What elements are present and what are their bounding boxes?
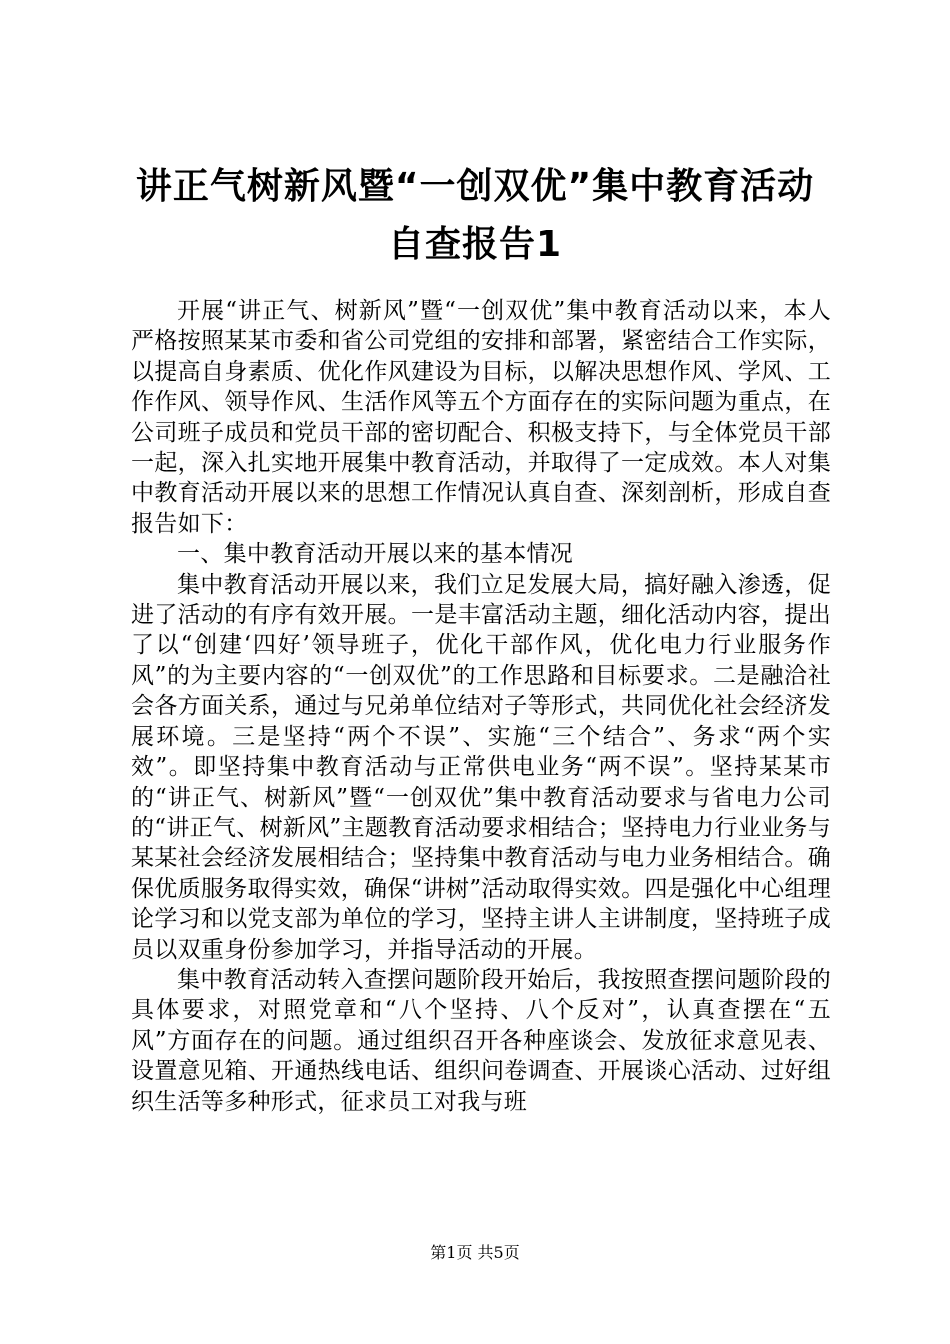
paragraph: 集中教育活动转入查摆问题阶段开始后，我按照查摆问题阶段的具体要求，对照党章和“八个坚持、八个反对”，认真查摆在“五风”方面存在的问题。通过组织召开各种座谈会、发放征求意见表、设置意见箱、开通热线电话、组织问卷调查、开展谈心活动、过好组织生活等多种形式，征求员工对我与班 [131, 966, 831, 1115]
section-heading: 一、集中教育活动开展以来的基本情况 [177, 541, 574, 568]
paragraph: 集中教育活动开展以来，我们立足发展大局，搞好融入渗透，促进了活动的有序有效开展。一是丰富活动主题，细化活动内容，提出了以“创建‘四好’领导班子，优化干部作风，优化电力行业服务作风”的为主要内容的“一创双优”的工作思路和目标要求。二是融洽社会各方面关系，通过与兄弟单位结对子等形式，共同优化社会经济发展环境。三是坚持“两个不误”、实施“三个结合”、务求“两个实效”。即坚持集中教育活动与正常供电业务“两不误”。坚持某某市的“讲正气、树新风”暨“一创双优”集中教育活动要求与省电力公司的“讲正气、树新风”主题教育活动要求相结合；坚持电力行业业务与某某社会经济发展相结合；坚持集中教育活动与电力业务相结合。确保优质服务取得实效，确保“讲树”活动取得实效。四是强化中心组理论学习和以党支部为单位的学习，坚持主讲人主讲制度，坚持班子成员以双重身份参加学习，并指导活动的开展。 [131, 571, 831, 963]
document-title: 讲正气树新风暨“一创双优”集中教育活动自查报告1 [135, 166, 815, 265]
document-body [131, 296, 831, 1117]
page-footer: 第1页 共5页 [430, 1243, 520, 1262]
paragraph: 开展“讲正气、树新风”暨“一创双优”集中教育活动以来，本人严格按照某某市委和省公司党组的安排和部署，紧密结合工作实际，以提高自身素质、优化作风建设为目标，以解决思想作风、学风、工作作风、领导作风、生活作风等五个方面存在的实际问题为重点，在公司班子成员和党员干部的密切配合、积极支持下，与全体党员干部一起，深入扎实地开展集中教育活动，并取得了一定成效。本人对集中教育活动开展以来的思想工作情况认真自查、深刻剖析，形成自查报告如下： [131, 298, 831, 537]
